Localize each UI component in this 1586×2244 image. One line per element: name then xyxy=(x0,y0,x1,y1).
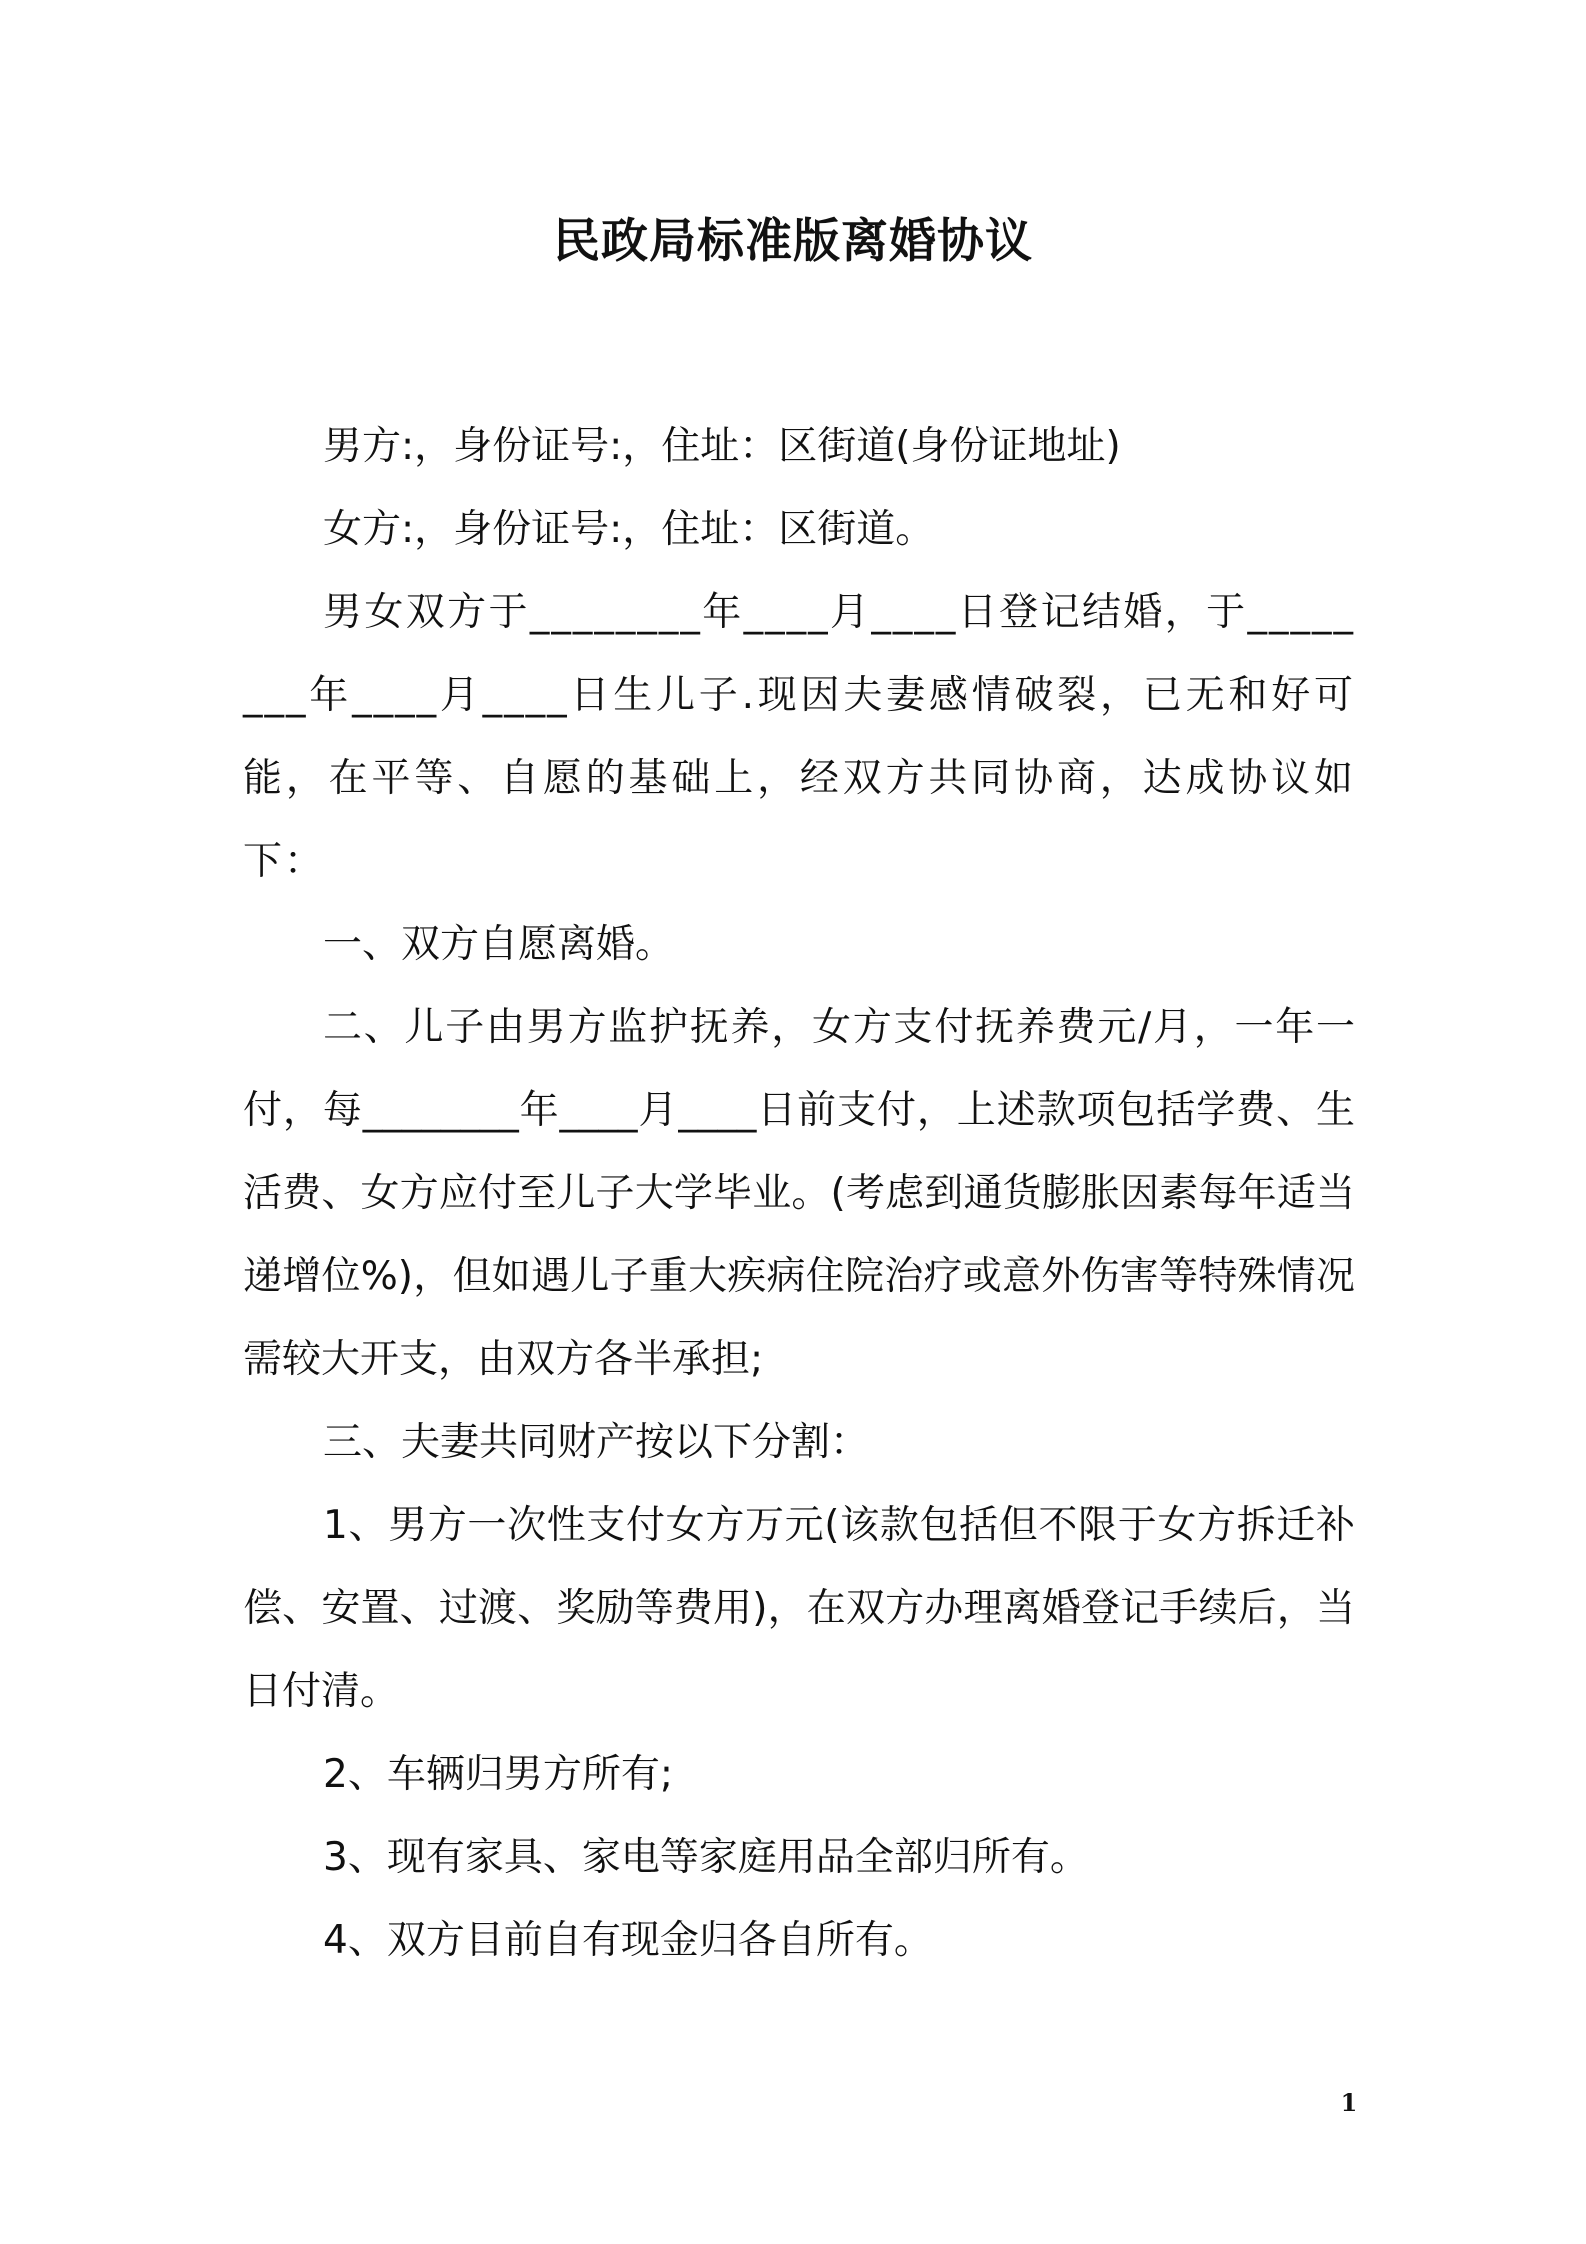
paragraph-male-party: 男方:，身份证号:，住址：区街道(身份证地址) xyxy=(323,424,1121,469)
page-number: 1 xyxy=(1340,2088,1358,2117)
paragraph-property-1: 1、男方一次性支付女方万元(该款包括但不限于女方拆迁补偿、安置、过渡、奖励等费用)，在双方办理离婚登记手续后，当日付清。 xyxy=(243,1503,1355,1714)
paragraph-property-2: 2、车辆归男方所有; xyxy=(323,1752,673,1797)
paragraph-female-party: 女方:，身份证号:，住址：区街道。 xyxy=(323,507,935,552)
paragraph-clause-2: 二、儿子由男方监护抚养，女方支付抚养费元/月，一年一付，每________年____月____日前支付，上述款项包括学费、生活费、女方应付至儿子大学毕业。(考虑到通货膨胀因素每年适当递增位%)，但如遇儿子重大疾病住院治疗或意外伤害等特殊情况需较大开支，由双方各半承担; xyxy=(243,1005,1355,1382)
paragraph-clause-3: 三、夫妻共同财产按以下分割： xyxy=(323,1420,870,1465)
paragraph-marriage-info: 男女双方于________年____月____日登记结婚，于________年____月____日生儿子.现因夫妻感情破裂，已无和好可能，在平等、自愿的基础上，经双方共同协商，达成协议如下： xyxy=(243,590,1355,884)
paragraph-property-4: 4、双方目前自有现金归各自所有。 xyxy=(323,1918,933,1963)
paragraph-clause-1: 一、双方自愿离婚。 xyxy=(323,922,675,967)
document-title: 民政局标准版离婚协议 xyxy=(553,214,1033,269)
document-body xyxy=(243,405,1355,1982)
paragraph-property-3: 3、现有家具、家电等家庭用品全部归所有。 xyxy=(323,1835,1089,1880)
